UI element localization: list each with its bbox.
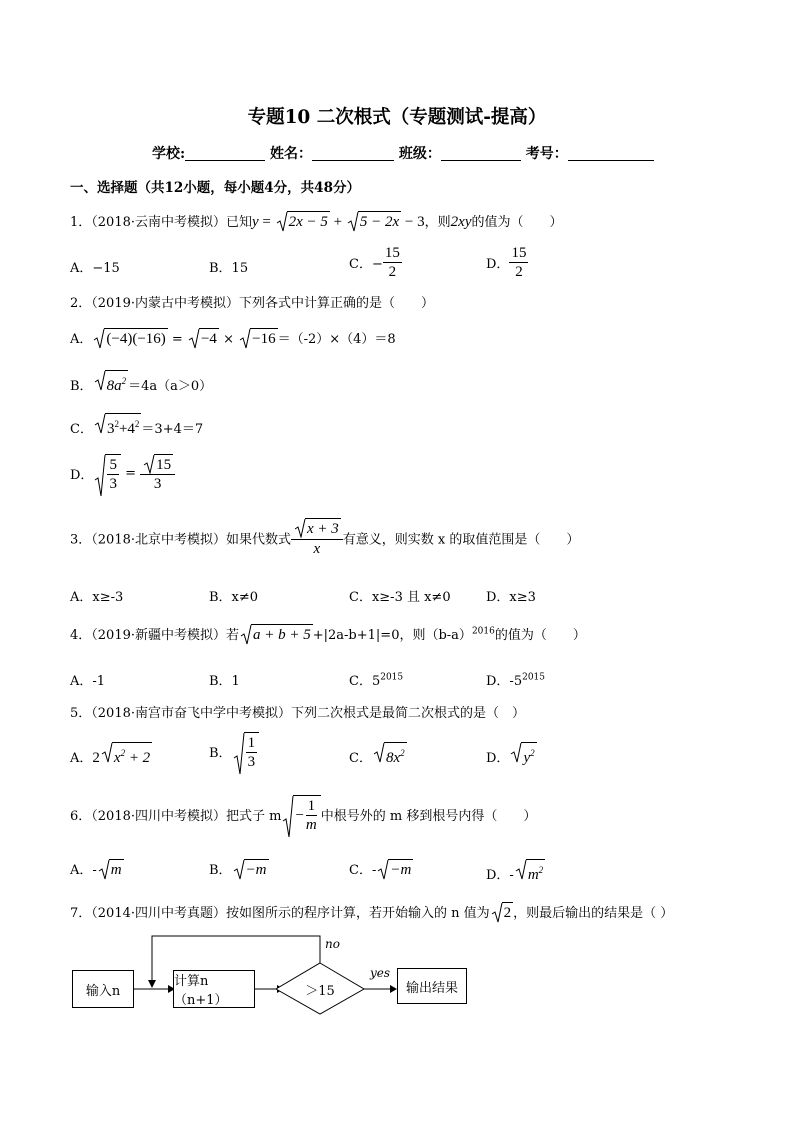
q2-b-sup: 2	[121, 376, 127, 386]
q6-c-label: C．-	[349, 863, 377, 878]
q3-radicand: x + 3	[305, 518, 341, 538]
q7-text: 7．（2014·四川中考真题）按如图所示的程序计算，若开始输入的 n 值为	[70, 906, 490, 921]
class-blank[interactable]	[441, 145, 521, 161]
q2-a-radicand-2: −4	[199, 328, 219, 348]
radical-sign-icon	[282, 795, 294, 839]
question-2: 2．（2019·内蒙古中考模拟）下列各式中计算正确的是（ ）	[70, 296, 434, 311]
q5-c-sqrt	[373, 742, 407, 767]
q1-option-c[interactable]	[349, 244, 402, 281]
q6-d-radicand: m	[527, 867, 539, 883]
q4-text: 4．（2019·新疆中考模拟）若	[70, 628, 239, 643]
q2-a-radicand-1: (−4)(−16)	[104, 328, 167, 348]
q3-option-d[interactable]: D．x≥3	[486, 590, 536, 605]
q7-tail: ，则最后输出的结果是（ ）	[513, 906, 674, 921]
radical-sign-icon	[510, 742, 522, 764]
q6-option-d[interactable]	[486, 859, 545, 884]
q6-d-sup: 2	[538, 865, 544, 875]
q4-d-label: D．-5	[486, 674, 523, 689]
q5-option-b[interactable]	[209, 732, 259, 771]
q2-b-sqrt	[94, 370, 129, 395]
q5-a-label: A．	[70, 751, 93, 766]
question-4	[70, 624, 586, 644]
q2-a-label: A．	[70, 332, 93, 347]
q7-radicand: 2	[502, 902, 514, 922]
radical-sign-icon	[233, 859, 245, 881]
q1-minus3: − 3	[401, 214, 425, 230]
q1-eq: =	[258, 214, 275, 230]
q2-d-den: 3	[109, 476, 117, 492]
q2-a-tail: ＝（-2）×（4）＝8	[277, 332, 396, 347]
radical-sign-icon	[491, 902, 503, 924]
name-label: 姓名：	[270, 146, 313, 162]
q6-c-sqrt	[377, 859, 413, 879]
q2-c-sup1: 2	[114, 419, 119, 429]
radical-sign-icon	[94, 370, 106, 392]
q3-den: x	[313, 541, 321, 557]
q5-d-sup: 2	[530, 748, 535, 758]
q1-c-fraction	[383, 244, 402, 281]
q6-option-b[interactable]	[209, 859, 269, 879]
id-label: 考号：	[525, 146, 568, 162]
q5-a-coef: 2	[92, 750, 100, 766]
q1-expr-2xy: 2xy	[450, 214, 472, 230]
q4-radicand: a + b + 5	[251, 624, 313, 644]
radical-sign-icon	[143, 454, 155, 474]
q3-option-b[interactable]: B．x≠0	[209, 590, 259, 605]
q2-d-sqrt-fraction	[94, 454, 121, 493]
q4-option-c[interactable]	[349, 670, 403, 689]
q6-neg: −	[295, 807, 304, 824]
q5-b-label: B．	[209, 746, 232, 761]
q3-option-c[interactable]: C．x≥-3 且 x≠0	[349, 590, 451, 605]
q2-a-sqrt-1	[93, 328, 167, 348]
flow-calc-box: 计算n（n+1）	[173, 970, 255, 1008]
q1-mid: ，则	[424, 215, 451, 230]
q5-b-num: 1	[247, 735, 256, 751]
flow-input-box: 输入n	[72, 970, 134, 1008]
q2-c-tail: ＝3+4＝7	[141, 422, 204, 437]
school-blank[interactable]	[185, 145, 265, 161]
q3-sqrt	[294, 518, 341, 539]
q5-c-label: C．	[349, 751, 372, 766]
q5-option-d[interactable]	[486, 742, 537, 767]
q2-b-tail: ＝4a（a＞0）	[128, 379, 213, 394]
q5-option-c[interactable]	[349, 742, 407, 767]
q3-tail: 有意义，则实数 x 的取值范围是（ ）	[342, 532, 580, 548]
q2-option-a[interactable]	[70, 328, 396, 348]
q5-d-radicand: y	[523, 750, 531, 766]
q6-option-c[interactable]	[349, 859, 413, 879]
q5-a-radicand: x	[113, 750, 121, 766]
q2-d-result-sqrt	[143, 454, 173, 474]
radical-sign-icon	[276, 211, 288, 233]
q2-a-eq: =	[167, 332, 187, 347]
q2-d-eq: =	[120, 466, 141, 481]
radical-sign-icon	[93, 328, 105, 350]
flow-yes-label: yes	[370, 966, 391, 980]
q4-sup: 2016	[471, 626, 495, 637]
q2-c-plus: +4	[118, 421, 135, 437]
q5-a-sup: 2	[120, 748, 126, 758]
section-heading: 一、选择题（共12小题，每小题4分，共48分）	[70, 180, 360, 196]
arrowhead-icon	[390, 985, 397, 993]
q1-c-label: C．−	[349, 257, 383, 272]
q3-text: 3．（2018·北京中考模拟）如果代数式	[70, 532, 291, 548]
q6-a-sqrt	[98, 859, 124, 879]
q6-d-sqrt	[515, 859, 545, 884]
q5-c-radicand: 8x	[385, 750, 401, 766]
question-5: 5．（2018·南宫市奋飞中学中考模拟）下列二次根式是最简二次根式的是（ ）	[70, 706, 525, 721]
arrowhead-icon	[148, 980, 156, 988]
q4-sqrt	[240, 624, 313, 644]
q5-d-sqrt	[510, 742, 536, 767]
q6-b-label: B．	[209, 863, 232, 878]
name-blank[interactable]	[312, 145, 394, 161]
q2-a-radicand-3: −16	[250, 328, 277, 348]
radical-sign-icon	[240, 624, 252, 646]
q2-option-c[interactable]	[70, 413, 203, 438]
q6-d-label: D．-	[486, 868, 514, 883]
q2-d-result-num: 15	[154, 454, 173, 474]
question-1	[70, 211, 563, 231]
q1-d-label: D．	[486, 257, 510, 272]
q6-text: 6．（2018·四川中考模拟）把式子 m	[70, 809, 282, 824]
q1-option-d[interactable]	[486, 244, 528, 281]
q6-tail: 中根号外的 m 移到根号内得（ ）	[320, 809, 537, 824]
q1-option-a[interactable]: A．−15	[70, 261, 120, 276]
q4-option-d[interactable]	[486, 670, 545, 689]
q2-d-label: D．	[70, 468, 94, 483]
question-7	[70, 902, 673, 922]
flow-condition: ＞15	[305, 984, 335, 999]
q5-option-a[interactable]	[70, 742, 152, 767]
radical-sign-icon	[101, 742, 113, 764]
q2-b-label: B．	[70, 379, 93, 394]
q6-a-label: A．-	[70, 863, 97, 878]
q2-a-sqrt-3	[239, 328, 277, 348]
flow-no-label: no	[325, 937, 340, 951]
q4-tail: 的值为（ ）	[494, 628, 586, 643]
q1-d-num: 15	[511, 245, 527, 261]
q4-c-label: C．5	[349, 674, 381, 689]
radical-sign-icon	[347, 211, 359, 233]
q2-d-result-den: 3	[153, 476, 162, 492]
q1-var-y: y	[252, 214, 259, 230]
q1-c-num: 15	[384, 245, 400, 261]
q6-num: 1	[307, 798, 316, 814]
q5-d-label: D．	[486, 751, 510, 766]
q7-sqrt	[491, 902, 514, 922]
q1-option-b[interactable]: B．15	[209, 261, 249, 276]
q2-a-sqrt-2	[188, 328, 219, 348]
flow-output-box: 输出结果	[397, 968, 467, 1004]
q4-mid: +|2a-b+1|=0，则（b-a）	[312, 628, 472, 643]
q2-d-num: 5	[109, 457, 117, 473]
q2-c-sup2: 2	[134, 419, 140, 429]
q6-den: m	[305, 817, 317, 833]
q6-b-radicand: −m	[244, 859, 269, 879]
question-6	[70, 795, 536, 834]
q5-b-sqrt	[233, 732, 260, 771]
q5-b-den: 3	[247, 754, 256, 770]
q1-radicand-1: 2x − 5	[287, 211, 330, 231]
q3-fraction	[291, 518, 343, 558]
q2-b-radicand: 8a	[106, 378, 122, 394]
radical-sign-icon	[294, 518, 306, 538]
radical-sign-icon	[94, 454, 106, 498]
school-label: 学校:	[152, 146, 186, 162]
class-label: 班级：	[398, 146, 441, 162]
q1-tail: 的值为（ ）	[471, 215, 563, 230]
radical-sign-icon	[373, 742, 385, 764]
q1-c-den: 2	[388, 264, 397, 280]
q1-plus: +	[329, 214, 346, 230]
radical-sign-icon	[239, 328, 251, 350]
q6-c-radicand: −m	[388, 859, 413, 879]
q3-option-a[interactable]: A．x≥-3	[70, 590, 124, 605]
question-3	[70, 518, 579, 558]
q1-sqrt-1	[276, 211, 330, 231]
q2-a-times: ×	[218, 332, 239, 347]
q6-a-radicand: m	[109, 859, 124, 879]
q6-option-a[interactable]	[70, 859, 124, 879]
q5-a-sqrt	[101, 742, 152, 767]
q1-radicand-2: 5 − 2x	[358, 211, 401, 231]
q2-c-base1: 3	[106, 421, 115, 437]
q2-c-sqrt	[94, 413, 141, 438]
radical-sign-icon	[515, 859, 527, 881]
radical-sign-icon	[233, 732, 245, 776]
student-info-line	[152, 143, 654, 163]
page-title: 专题10 二次根式（专题测试-提高）	[247, 107, 547, 128]
q5-c-sup: 2	[400, 748, 405, 758]
q2-c-label: C．	[70, 422, 93, 437]
radical-sign-icon	[377, 859, 389, 881]
radical-sign-icon	[98, 859, 110, 881]
q1-d-fraction	[509, 244, 528, 281]
q5-a-plus: + 2	[125, 750, 151, 766]
q2-option-b[interactable]	[70, 370, 212, 395]
q2-d-result-fraction	[140, 454, 175, 493]
q6-sqrt	[282, 795, 320, 834]
q4-option-b[interactable]: B．1	[209, 674, 240, 689]
q4-option-a[interactable]: A．-1	[70, 674, 106, 689]
q2-option-d[interactable]	[70, 454, 175, 493]
q1-text: 1．（2018·云南中考模拟）已知	[70, 215, 252, 230]
radical-sign-icon	[188, 328, 200, 350]
q4-c-sup: 2015	[380, 672, 404, 683]
q1-d-den: 2	[515, 264, 523, 280]
id-blank[interactable]	[568, 145, 654, 161]
q1-sqrt-2	[347, 211, 401, 231]
radical-sign-icon	[94, 413, 106, 435]
q6-b-sqrt	[233, 859, 269, 879]
q4-d-sup: 2015	[522, 672, 545, 683]
